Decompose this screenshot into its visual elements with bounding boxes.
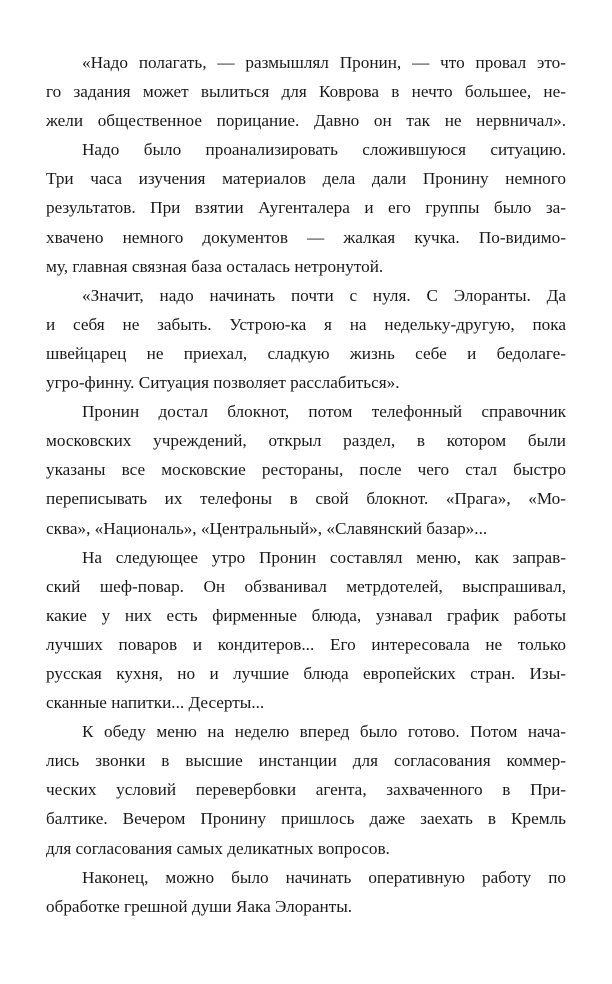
text-line: хвачено немного документов — жалкая кучка. По-видимо- xyxy=(46,227,566,247)
text-line: ский шеф-повар. Он обзванивал метрдотелей, выспрашивал, xyxy=(46,576,566,596)
paragraph-2 xyxy=(46,135,566,280)
text-line: На следующее утро Пронин составлял меню, как заправ- xyxy=(82,547,566,567)
text-line: Три часа изучения материалов дела дали Пронину немного xyxy=(46,169,566,189)
text-line: Надо было проанализировать сложившуюся ситуацию. xyxy=(82,140,566,160)
text-line: какие у них есть фирменные блюда, узнавал график работы xyxy=(46,605,566,625)
paragraph-6 xyxy=(46,717,566,862)
text-line: К обеду меню на неделю вперед было готово. Потом нача- xyxy=(82,722,566,742)
text-line: и себя не забыть. Устрою-ка я на недельку-другую, пока xyxy=(46,314,566,334)
text-line: сканные напитки... Десерты... xyxy=(46,693,265,713)
text-line: лучших поваров и кондитеров... Его интересовала не только xyxy=(46,634,566,654)
paragraph-1 xyxy=(46,48,566,135)
text-line: лись звонки в высшие инстанции для согласования коммер- xyxy=(46,751,566,771)
text-line: швейцарец не приехал, сладкую жизнь себе и бедолаге- xyxy=(46,343,566,363)
text-line: балтике. Вечером Пронину пришлось даже заехать в Кремль xyxy=(46,809,566,829)
paragraph-5 xyxy=(46,543,566,718)
paragraph-3 xyxy=(46,281,566,397)
text-line: сква», «Националь», «Центральный», «Славянский базар»... xyxy=(46,518,488,538)
text-line: московских учреждений, открыл раздел, в котором были xyxy=(46,431,566,451)
paragraph-4 xyxy=(46,397,566,542)
text-line: ческих условий перевербовки агента, захваченного в При- xyxy=(46,780,566,800)
text-line: переписывать их телефоны в свой блокнот. «Прага», «Мо- xyxy=(46,489,566,509)
paragraph-7 xyxy=(46,863,566,921)
text-line: Наконец, можно было начинать оперативную работу по xyxy=(82,867,566,887)
text-line: «Значит, надо начинать почти с нуля. С Элоранты. Да xyxy=(82,285,566,305)
text-line: го задания может вылиться для Коврова в нечто большее, не- xyxy=(46,82,566,102)
page-text xyxy=(46,48,566,921)
text-line: «Надо полагать, — размышлял Пронин, — что провал это- xyxy=(82,53,566,72)
text-line: результатов. При взятии Аугенталера и его группы было за- xyxy=(46,198,566,218)
text-line: русская кухня, но и лучшие блюда европейских стран. Изы- xyxy=(46,663,566,683)
text-line: му, главная связная база осталась нетронутой. xyxy=(46,256,384,276)
text-line: обработке грешной души Яака Элоранты. xyxy=(46,896,353,916)
text-line: указаны все московские рестораны, после чего стал быстро xyxy=(46,460,566,480)
text-line: для согласования самых деликатных вопросов. xyxy=(46,838,390,858)
text-line: угро-финну. Ситуация позволяет расслабиться». xyxy=(46,373,400,393)
text-line: Пронин достал блокнот, потом телефонный справочник xyxy=(82,402,566,422)
text-line: жели общественное порицание. Давно он так не нервничал». xyxy=(46,111,566,131)
